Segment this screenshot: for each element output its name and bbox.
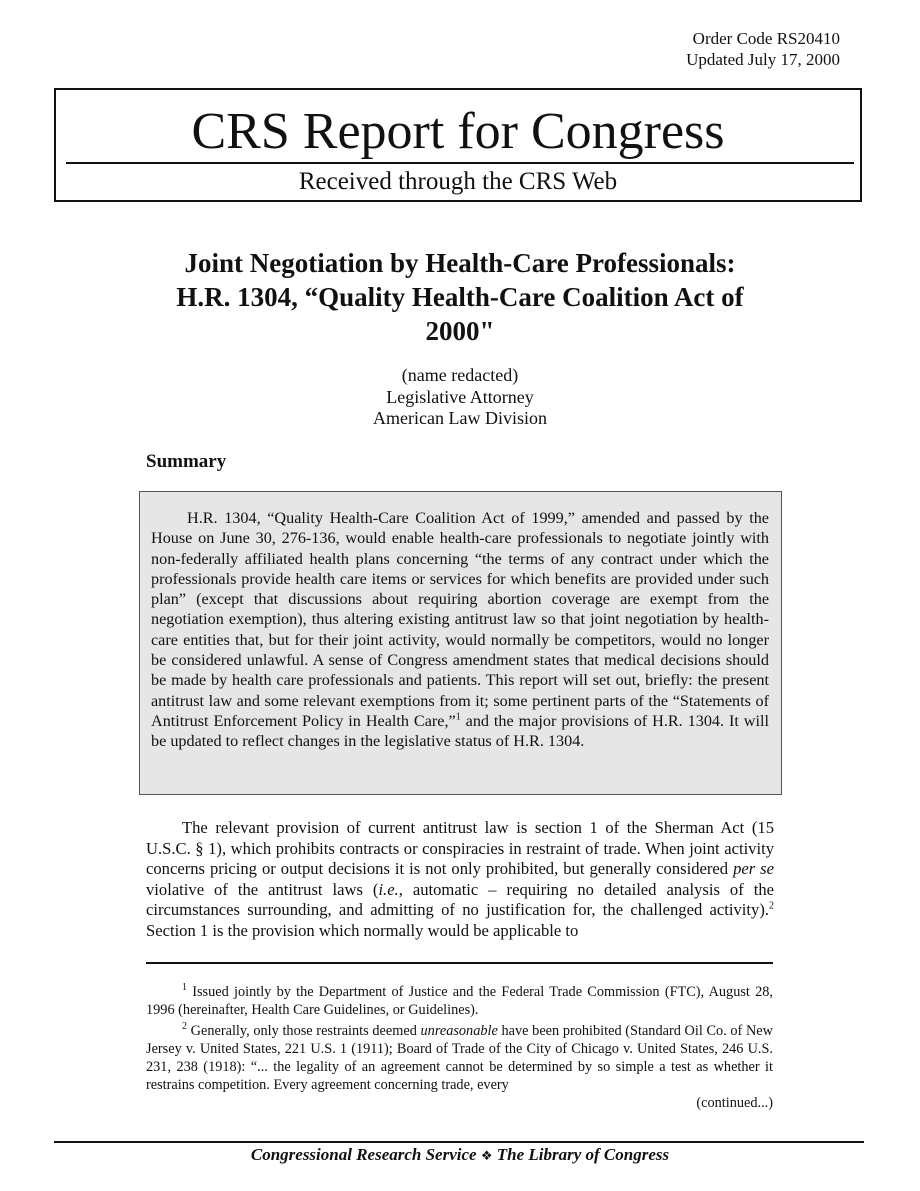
- summary-text: [151, 508, 769, 752]
- title-line: 2000": [425, 316, 495, 346]
- summary-text-part: H.R. 1304, “Quality Health-Care Coalition Act of 1999,” amended and passed by the House on June 30, 276-136, would enable health-care professionals to negotiate jointly with non-federally affiliated health plans concerning “the terms of any contract under which the professionals provide health care items or services for which benefits are provided under such plan” (except that discussions about requiring abortion coverage are exempt from the negotiation exemption), thus altering existing antitrust law so that joint negotiation by health-care entities that, but for their joint activity, would normally be competitors, would no longer be considered unlawful. A sense of Congress amendment states that medical decisions should be made by health care professionals and patients. This report will set out, briefly: the present antitrust law and some relevant exemptions from it; some pertinent parts of the “Statements of Antitrust Enforcement Policy in Health Care,”: [151, 509, 769, 730]
- author-division: American Law Division: [373, 408, 547, 428]
- document-title: [130, 246, 790, 348]
- footnote-number: 1: [182, 982, 187, 994]
- footnote-emphasis: unreasonable: [420, 1023, 498, 1039]
- summary-heading: Summary: [146, 451, 227, 472]
- author-role: Legislative Attorney: [386, 386, 534, 407]
- author-name: (name redacted): [401, 365, 519, 385]
- footer-divider: [54, 1141, 864, 1143]
- footnote-number: 2: [182, 1021, 187, 1033]
- title-line: H.R. 1304, “Quality Health-Care Coalition Act of: [176, 282, 744, 312]
- summary-text-part: and the major provisions of H.R. 1304. It will be updated to reflect changes in the legislative status of H.R. 1304.: [151, 711, 769, 751]
- footnote-2: [146, 1022, 773, 1112]
- updated-date: Updated July 17, 2000: [686, 50, 840, 69]
- body-text-part: automatic – requiring no detailed analysis of the circumstances surrounding, and admitting of no justification for, the challenged activity).: [146, 879, 774, 919]
- footnote-divider: [146, 962, 773, 964]
- footnote-text: Issued jointly by the Department of Justice and the Federal Trade Commission (FTC), August 28, 1996 (hereinafter, Health Care Guidelines, or Guidelines).: [146, 984, 773, 1018]
- banner-divider: [66, 162, 854, 164]
- footer-right: The Library of Congress: [496, 1145, 670, 1164]
- body-text-part: Section 1 is the provision which normally would be applicable to: [146, 920, 579, 940]
- continued-marker: (continued...): [696, 1095, 773, 1111]
- footnotes: [146, 983, 773, 1115]
- title-line: Joint Negotiation by Health-Care Professionals:: [184, 248, 736, 278]
- body-paragraph: [146, 818, 774, 941]
- footnote-text: Generally, only those restraints deemed: [187, 1023, 421, 1039]
- order-code-block: [686, 28, 840, 70]
- body-emphasis: i.e.,: [378, 879, 403, 899]
- report-title: CRS Report for Congress: [191, 103, 725, 160]
- footnote-1: [146, 983, 773, 1019]
- footnote-ref: 1: [455, 711, 461, 723]
- page-footer: [0, 1145, 920, 1167]
- report-banner: [54, 88, 862, 202]
- order-code: Order Code RS20410: [692, 29, 840, 48]
- diamond-icon: ❖: [480, 1149, 493, 1164]
- author-block: [260, 365, 660, 430]
- body-text-part: The relevant provision of current antitrust law is section 1 of the Sherman Act (15 U.S.C. § 1), which prohibits contracts or conspiracies in restraint of trade. When joint activity concerns pricing or output decisions it is not only prohibited, but generally considered: [146, 818, 774, 878]
- footnote-ref: 2: [769, 900, 774, 912]
- body-emphasis: per se: [733, 859, 774, 878]
- body-text-part: violative of the antitrust laws (: [146, 879, 379, 899]
- summary-box: [139, 491, 782, 795]
- report-subtitle: Received through the CRS Web: [298, 168, 618, 195]
- footer-left: Congressional Research Service: [250, 1145, 477, 1164]
- footnote-text: have been prohibited (Standard Oil Co. of New Jersey v. United States, 221 U.S. 1 (1911); Board of Trade of the City of Chicago v. United States, 246 U.S. 231, 238 (1918): “... the legality of an agreement cannot be determined by so simple a test as whether it restrains competition. Every agreement concerning trade, every: [146, 1023, 773, 1093]
